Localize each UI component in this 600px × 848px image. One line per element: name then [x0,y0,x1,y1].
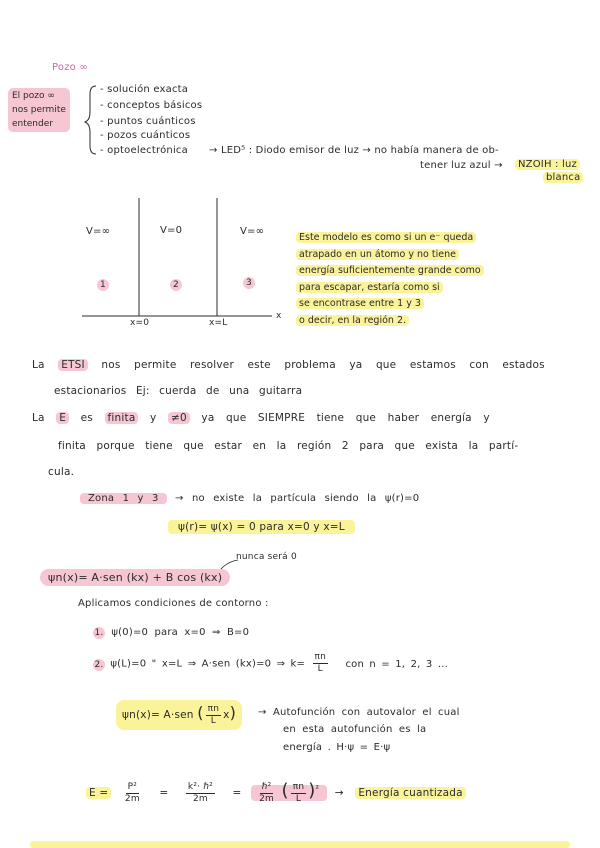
region-number: 1 [97,279,109,291]
region-number: 2 [170,279,182,291]
region-potential-label: V=∞ [86,226,111,237]
model-note-line: para escapar, estaría como si [296,282,443,293]
para1-line: La ETSI nos permite resolver este problema ya que estamos con estados [32,359,545,371]
k-fraction: $\frac{\pi n}{L}$ [314,652,327,674]
intro-brace [85,86,96,154]
para2-line: cula. [48,466,75,478]
opto-highlight: blanca [543,172,583,183]
intro-label-line: nos permite [12,105,66,115]
eigen-note-line: en esta autofunción es la [283,724,427,735]
wave-equation: ψn(x)= A·sen (kx) + B cos (kx) [40,569,230,586]
energy-equation: E = $\frac{\text{P²}}{2m}$ = $\frac{\text{k²· ℏ²}}{2m}$ = $\frac{\text{ℏ²}}{2m}$ ( $\frac{\pi n}{L}$ )$^{^2}$ → Energía cuantizada [86,780,466,805]
bottom-cutoff-highlight [30,841,570,848]
model-note-line: Este modelo es como si un e⁻ queda [296,232,476,243]
intro-label-line: entender [12,119,53,129]
region-potential-label: V=0 [160,225,183,236]
energy-e: E = [86,787,111,799]
boundary-equation: ψ(r)= ψ(x) = 0 para x=0 y x=L [168,520,355,534]
energy-label: Energía cuantizada [355,787,465,799]
para2-line: La E es finita y ≠0 ya que SIEMPRE tiene que haber energía y [32,412,490,424]
intro-item: - conceptos básicos [100,100,203,111]
para1-line: estacionarios Ej: cuerda de una guitarra [54,385,303,397]
intro-item: - pozos cuánticos [100,130,191,141]
finita-highlight: finita [105,412,139,424]
x0-label: x=0 [130,318,150,328]
condition-number: 1. [94,628,104,638]
xl-label: x=L [209,318,228,328]
intro-item: - puntos cuánticos [100,116,196,127]
conditions-heading: Aplicamos condiciones de contorno : [78,598,269,609]
intro-label-line: El pozo ∞ [12,91,55,101]
condition-2: 2. ψ(L)=0 " x=L ⇒ A·sen (kx)=0 ⇒ k= $\frac{\pi n}{L}$ con n = 1, 2, 3 ... [94,652,448,674]
model-note-line: o decir, en la región 2. [296,315,409,326]
etsi-highlight: ETSI [58,359,88,371]
model-note-line: atrapado en un átomo y no tiene [296,249,459,260]
zone-line: Zona 1 y 3 → no existe la partícula siendo la ψ(r)=0 [80,493,419,504]
energy-fraction: $\frac{\text{k²· ℏ²}}{2m}$ [187,781,213,804]
eigen-fraction: $\frac{\pi n}{L}$ [207,703,220,726]
eigen-note-line: → Autofunción con autovalor el cual [258,707,460,718]
region-potential-label: V=∞ [240,226,265,237]
para2-line: finita porque tiene que estar en la región 2 para que exista la partí- [58,440,519,452]
page-title: Pozo ∞ [52,62,88,73]
condition-1: 1. ψ(0)=0 para x=0 ⇒ B=0 [94,627,250,638]
eigenfunction-equation: ψn(x)= A·sen ( $\frac{\pi n}{L}$ x) [116,700,242,730]
intro-item: - solución exacta [100,84,189,95]
axis-label: x [276,311,282,321]
model-note-line: se encontrase entre 1 y 3 [296,298,424,309]
intro-item: - optoelectrónica [100,145,188,156]
eigen-note-line: energía . H·ψ = E·ψ [283,742,391,753]
region-number: 3 [243,277,255,289]
condition-number: 2. [94,659,104,670]
opto-note-line: → LED⁵ : Diodo emisor de luz → no había manera de ob- [209,145,499,156]
wave-annotation: nunca será 0 [236,552,297,562]
energy-final: $\frac{\text{ℏ²}}{2m}$ ( $\frac{\pi n}{L}$ )$^{^2}$ [251,785,327,801]
neq-zero-highlight: ≠0 [168,412,190,424]
model-note [296,230,484,329]
model-note-line: energía suficientemente grande como [296,265,484,276]
opto-highlight: NZOIH : luz [515,159,580,170]
opto-note-line: tener luz azul → [420,160,503,171]
zone-highlight: Zona 1 y 3 [80,493,167,504]
e-highlight: E [56,412,69,424]
energy-fraction: $\frac{\text{P²}}{2m}$ [124,781,140,804]
